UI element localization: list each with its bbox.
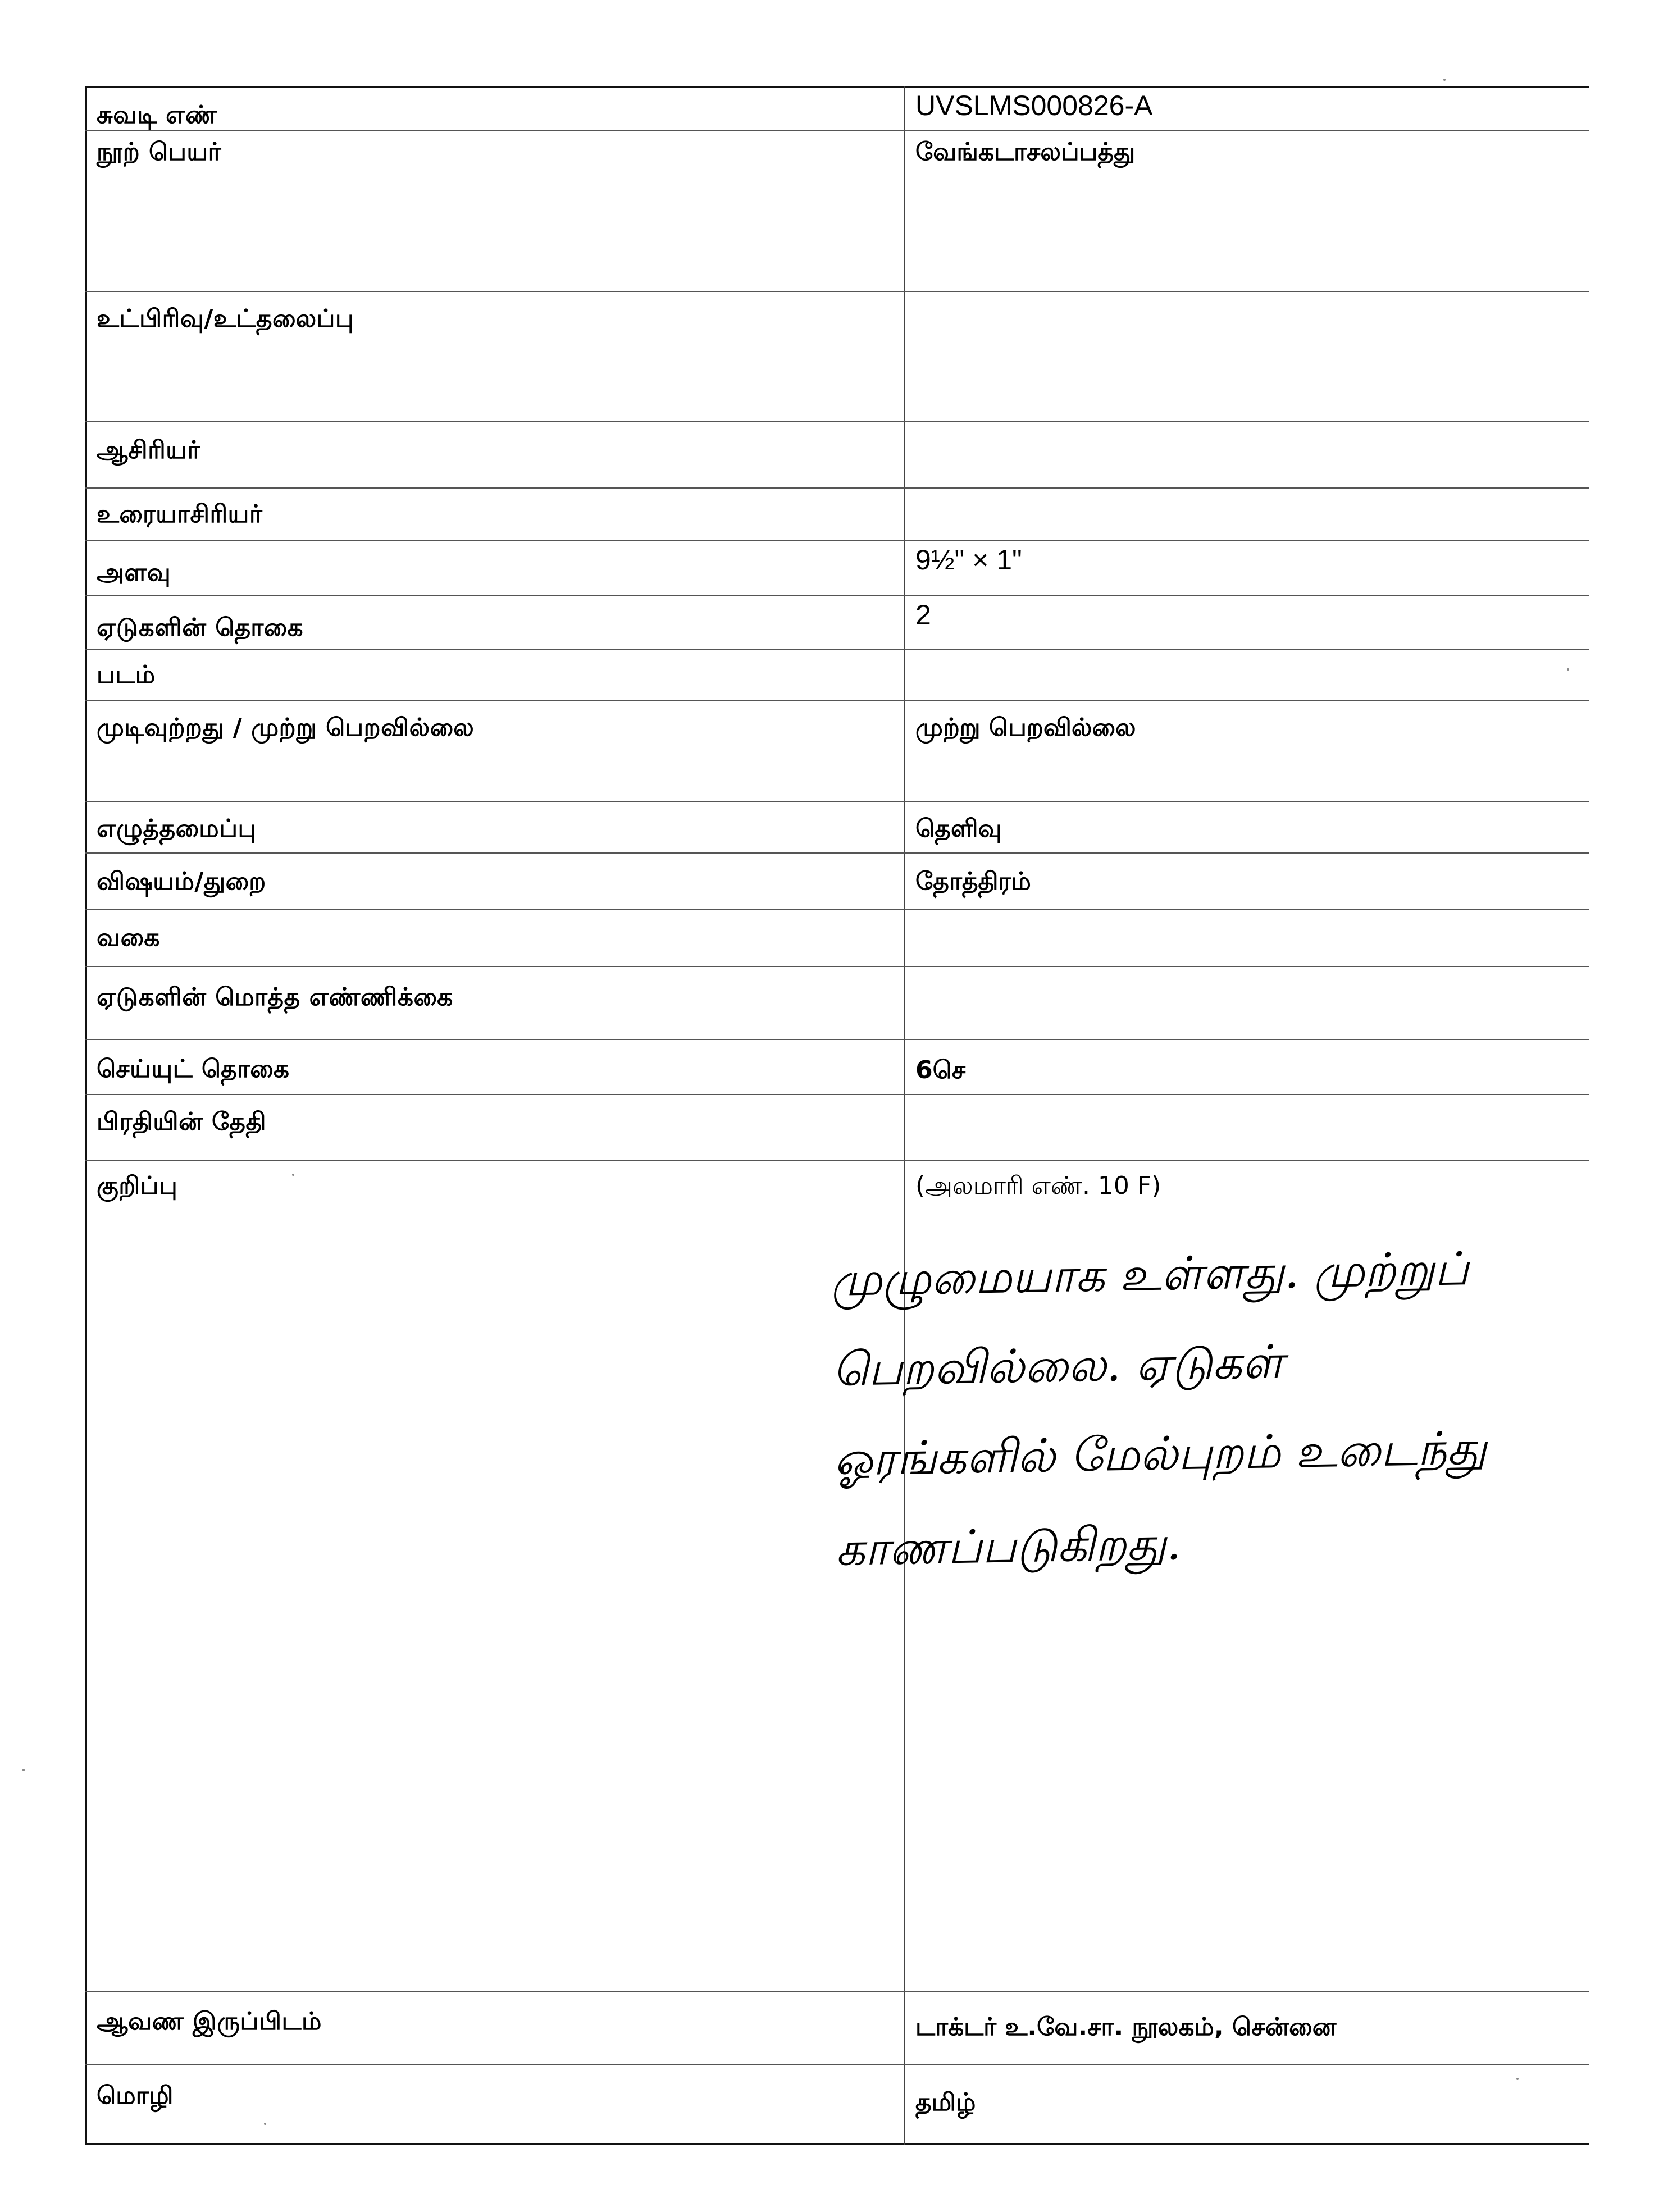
value-script-style: தெளிவு	[915, 814, 1002, 843]
label-repository: ஆவண இருப்பிடம்	[97, 2007, 322, 2036]
label-script-style: எழுத்தமைப்பு	[97, 814, 257, 843]
row-completion	[85, 701, 1589, 802]
label-picture: படம்	[97, 660, 156, 689]
scan-speck	[1443, 79, 1446, 81]
label-note: குறிப்பு	[97, 1171, 178, 1200]
value-subject: தோத்திரம்	[915, 867, 1031, 896]
label-title: நூற் பெயர்	[97, 138, 222, 166]
row-subdivision	[85, 292, 1589, 422]
label-completion: முடிவுற்றது / முற்று பெறவில்லை	[97, 713, 475, 742]
value-verse-count: 6செ	[915, 1056, 966, 1084]
row-size	[85, 541, 1589, 596]
value-repository: டாக்டர் உ.வே.சா. நூலகம், சென்னை	[915, 2013, 1337, 2041]
row-category	[85, 910, 1589, 967]
label-leaf-count: ஏடுகளின் தொகை	[97, 613, 303, 642]
label-subdivision: உட்பிரிவு/உட்தலைப்பு	[97, 304, 354, 333]
row-repository	[85, 1992, 1589, 2065]
row-author	[85, 422, 1589, 489]
label-subject: விஷயம்/துறை	[97, 867, 266, 896]
handwritten-line: முழுமையாக உள்ளது. முற்றுப்	[830, 1242, 1469, 1307]
scan-speck	[1516, 2078, 1519, 2080]
label-verse-count: செய்யுட் தொகை	[97, 1055, 290, 1083]
row-language	[85, 2065, 1589, 2143]
row-subject	[85, 854, 1589, 910]
label-manuscript-number: சுவடி எண்	[97, 101, 217, 129]
value-language: தமிழ்	[915, 2088, 976, 2117]
handwritten-line: காணப்படுகிறது.	[835, 1517, 1182, 1576]
row-title	[85, 131, 1589, 292]
scan-speck	[292, 1174, 294, 1176]
scan-speck	[264, 2123, 266, 2125]
label-language: மொழி	[97, 2081, 174, 2110]
label-total-leaves: ஏடுகளின் மொத்த எண்ணிக்கை	[97, 983, 453, 1011]
scan-speck	[1567, 668, 1569, 671]
handwritten-note	[830, 1224, 1510, 1595]
table-bottom-border	[85, 2143, 1589, 2145]
catalog-form-table	[85, 86, 1589, 2145]
label-copy-date: பிரதியின் தேதி	[97, 1107, 267, 1136]
value-title: வேங்கடாசலப்பத்து	[915, 138, 1136, 166]
row-total-leaves	[85, 967, 1589, 1040]
value-note-shelf: (அலமாரி எண். 10 F)	[915, 1171, 1161, 1200]
label-author: ஆசிரியர்	[97, 436, 200, 464]
handwritten-line: ஓரங்களில் மேல்புறம் உடைந்து	[833, 1421, 1487, 1486]
label-size: அளவு	[97, 558, 171, 587]
row-verse-count	[85, 1040, 1589, 1095]
scan-speck	[22, 1769, 25, 1771]
value-size: 9½" × 1"	[915, 544, 1022, 576]
label-commentator: உரையாசிரியர்	[97, 500, 263, 528]
row-script-style	[85, 802, 1589, 854]
row-picture	[85, 650, 1589, 701]
label-category: வகை	[97, 923, 160, 952]
row-manuscript-number	[85, 86, 1589, 131]
value-leaf-count: 2	[915, 599, 931, 631]
handwritten-line: பெறவில்லை. ஏடுகள்	[832, 1335, 1284, 1397]
value-manuscript-number: UVSLMS000826-A	[915, 90, 1153, 121]
row-copy-date	[85, 1095, 1589, 1161]
row-leaf-count	[85, 596, 1589, 650]
row-commentator	[85, 489, 1589, 541]
value-completion: முற்று பெறவில்லை	[915, 713, 1136, 742]
